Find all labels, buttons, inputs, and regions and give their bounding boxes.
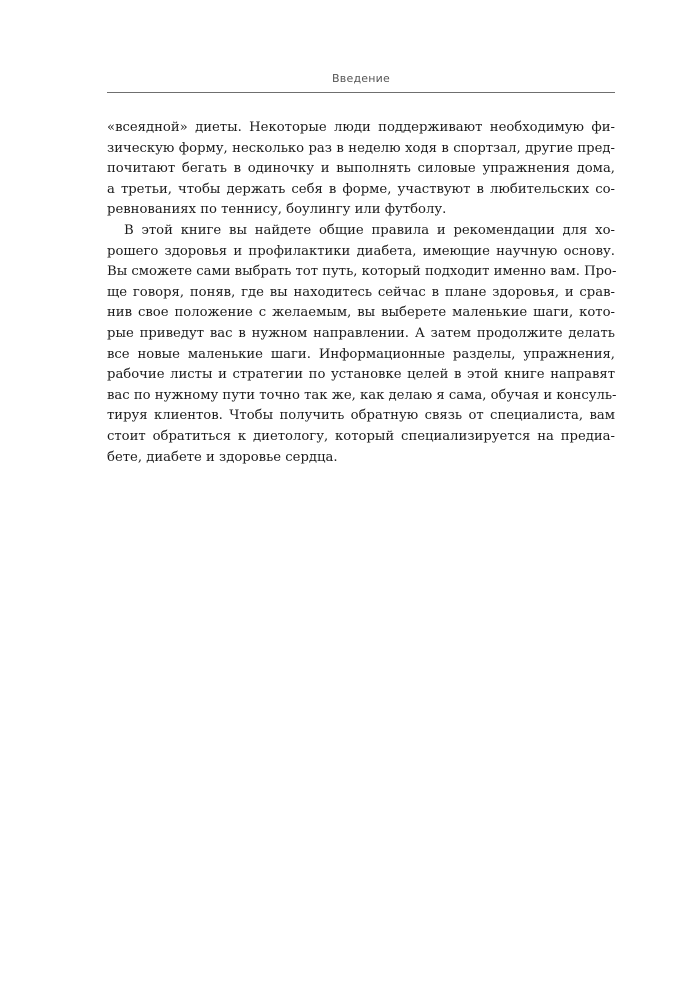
text-line: бете, диабете и здоровье сердца.	[107, 449, 338, 465]
paragraph-1	[107, 118, 615, 221]
body-text	[107, 118, 615, 468]
text-line: почитают бегать в одиночку и выполнять силовые упражнения дома,	[107, 161, 615, 177]
text-line: рошего здоровья и профилактики диабета, имеющие научную основу.	[107, 243, 615, 259]
text-line: Вы сможете сами выбрать тот путь, который подходит именно вам. Про-	[107, 264, 617, 280]
text-line: ще говоря, поняв, где вы находитесь сейчас в плане здоровья, и срав-	[107, 284, 615, 300]
text-line: ревнованиях по теннису, боулингу или футболу.	[107, 202, 447, 218]
header-rule	[107, 92, 615, 93]
text-line: все новые маленькие шаги. Информационные разделы, упражнения,	[107, 346, 615, 362]
text-line: вас по нужному пути точно так же, как делаю я сама, обучая и консуль-	[107, 387, 617, 403]
text-line: а третьи, чтобы держать себя в форме, участвуют в любительских со-	[107, 181, 615, 197]
text-line: рабочие листы и стратегии по установке целей в этой книге направят	[107, 367, 615, 383]
running-head: Введение	[332, 72, 390, 85]
paragraph-2	[107, 221, 615, 468]
text-line: нив свое положение с желаемым, вы выберете маленькие шаги, кото-	[107, 305, 615, 321]
text-line: зическую форму, несколько раз в неделю ходя в спортзал, другие пред-	[107, 140, 615, 156]
text-line: рые приведут вас в нужном направлении. А затем продолжите делать	[107, 325, 615, 341]
text-line: В этой книге вы найдете общие правила и рекомендации для хо-	[124, 222, 615, 238]
text-line: тируя клиентов. Чтобы получить обратную связь от специалиста, вам	[107, 408, 615, 424]
text-line: «всеядной» диеты. Некоторые люди поддерживают необходимую фи-	[107, 120, 615, 135]
text-line: стоит обратиться к диетологу, который специализируется на предиа-	[107, 428, 615, 444]
